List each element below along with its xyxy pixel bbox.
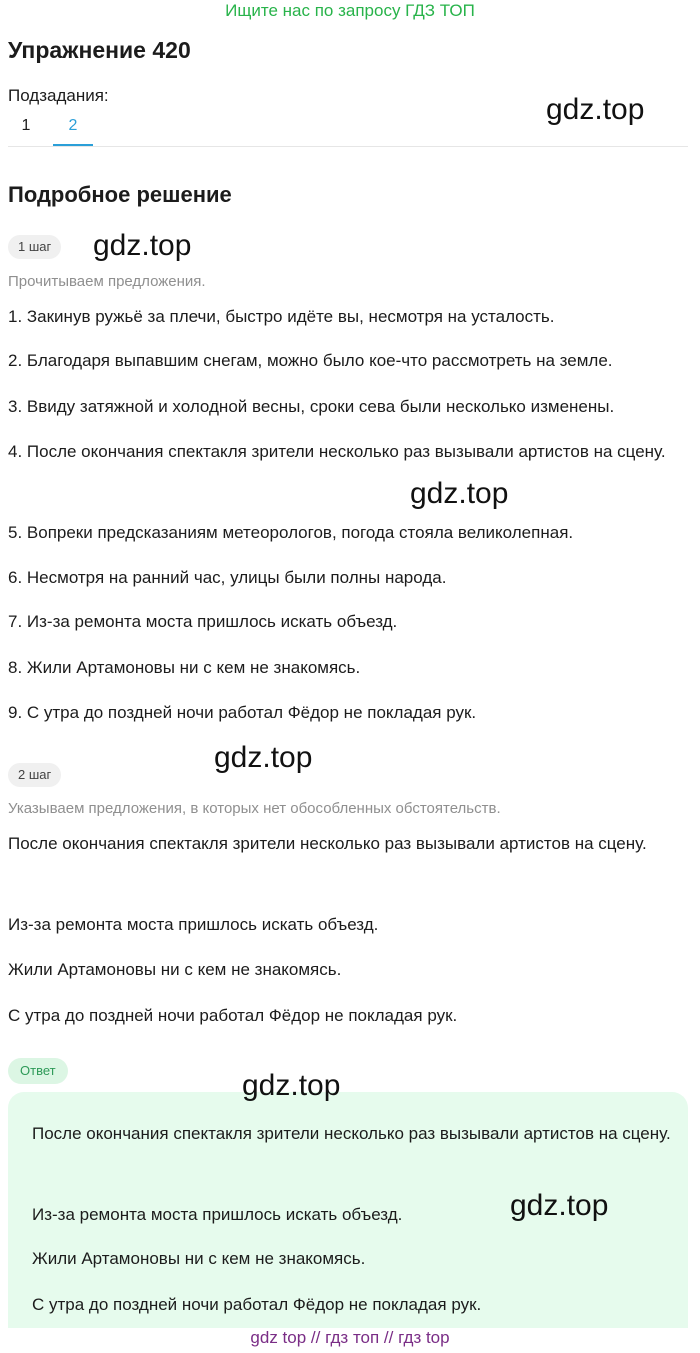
step-badge: 2 шаг: [8, 763, 61, 787]
sentence-line: Жили Артамоновы ни с кем не знакомясь.: [8, 960, 342, 979]
sentence-line: 6. Несмотря на ранний час, улицы были полны народа.: [8, 568, 447, 587]
sentence-line: 4. После окончания спектакля зрители несколько раз вызывали артистов на сцену.: [8, 442, 666, 461]
divider: [8, 146, 688, 147]
answer-line: Жили Артамоновы ни с кем не знакомясь.: [32, 1249, 366, 1268]
sentence-line: Из-за ремонта моста пришлось искать объезд.: [8, 915, 379, 934]
sentence-line: С утра до поздней ночи работал Фёдор не покладая рук.: [8, 1006, 458, 1025]
page-title: Упражнение 420: [8, 37, 191, 63]
sentence-line: 8. Жили Артамоновы ни с кем не знакомясь.: [8, 658, 361, 677]
watermark: gdz.top: [214, 741, 313, 774]
sentence-line: 7. Из-за ремонта моста пришлось искать объезд.: [8, 612, 398, 631]
step-badge: 1 шаг: [8, 235, 61, 259]
subtasks-label: Подзадания:: [8, 86, 109, 105]
answer-line: После окончания спектакля зрители несколько раз вызывали артистов на сцену.: [32, 1124, 671, 1143]
answer-badge: Ответ: [8, 1058, 68, 1084]
answer-line: Из-за ремонта моста пришлось искать объезд.: [32, 1205, 403, 1224]
watermark: gdz.top: [93, 229, 192, 262]
watermark: gdz.top: [546, 93, 645, 126]
sentence-line: 1. Закинув ружьё за плечи, быстро идёте вы, несмотря на усталость.: [8, 307, 555, 326]
answer-line: С утра до поздней ночи работал Фёдор не покладая рук.: [32, 1295, 482, 1314]
step-hint: Указываем предложения, в которых нет обособленных обстоятельств.: [8, 800, 501, 817]
tab-subtask-1[interactable]: 1: [21, 117, 31, 134]
watermark: gdz.top: [510, 1189, 609, 1222]
top-banner[interactable]: Ищите нас по запросу ГДЗ ТОП: [225, 1, 475, 20]
sentence-line: 2. Благодаря выпавшим снегам, можно было кое-что рассмотреть на земле.: [8, 351, 613, 370]
tab-subtask-2[interactable]: 2: [68, 117, 78, 134]
sentence-line: 3. Ввиду затяжной и холодной весны, сроки сева были несколько изменены.: [8, 397, 615, 416]
footer-links[interactable]: gdz top // гдз топ // гдз top: [250, 1328, 450, 1347]
sentence-line: 9. С утра до поздней ночи работал Фёдор не покладая рук.: [8, 703, 477, 722]
watermark: gdz.top: [242, 1069, 341, 1102]
watermark: gdz.top: [410, 477, 509, 510]
sentence-line: После окончания спектакля зрители несколько раз вызывали артистов на сцену.: [8, 834, 647, 853]
sentence-line: 5. Вопреки предсказаниям метеорологов, погода стояла великолепная.: [8, 523, 574, 542]
step-hint: Прочитываем предложения.: [8, 273, 206, 290]
solution-heading: Подробное решение: [8, 182, 232, 207]
